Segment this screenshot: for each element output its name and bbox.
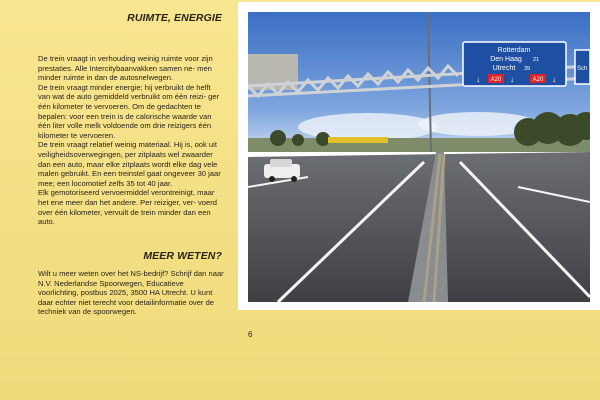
sign-distance-2: 21 [533,57,540,63]
sign-destination-1: Rotterdam [497,47,531,54]
sign-road-shield-left: A20 [490,77,502,83]
photo-frame [238,2,600,310]
section-heading-energy: RUIMTE, ENERGIE [127,12,222,24]
sign-road-shield-right: A20 [532,77,544,83]
more-paragraph: Wilt u meer weten over het NS-bedrijf? Schrijf dan naar N.V. Nederlandse Spoorwegen, Educatieve voorlichting, postbus 2025, 3500 HA Utrecht. U kunt daar echter niet terecht voor detailinformatie over de techniek van de spoorwegen. [38,269,224,317]
sign-arrow-down-icon: ↓ [510,75,514,84]
sign-partial-text: Sch [577,66,588,72]
page-number: 6 [248,330,253,339]
more-text-block [38,269,224,317]
sign-destination-2: Den Haag [490,56,522,63]
sign-destination-3: Utrecht [492,65,516,72]
energy-paragraph-2: De trein vraagt minder energie; hij verbruikt de helft van wat de auto gemiddeld verbruikt om één reizi- ger één kilometer te vervoeren. Om de gedachten te bepalen: voor een trein is de calorische waarde van één liter volle melk voldoende om drie reizigers één kilometer te vervoeren. [38,82,220,140]
energy-paragraph-4: Elk gemotoriseerd vervoermiddel verontreinigt, maar het ene meer dan het andere. Per reiziger, ver- voerd over één kilometer, vervuilt de trein minder dan een auto. [38,188,217,227]
energy-text-block [38,54,224,227]
sign-arrow-down-icon: ↓ [552,75,556,84]
road-sign-main [463,42,566,86]
energy-paragraph-1: De trein vraagt in verhouding weinig ruimte voor zijn prestaties. Alle Intercitybaanvakken samen ne- men minder ruimte in dan de autosnelwegen. [38,54,213,83]
energy-paragraph-3: De trein vraagt relatief weinig materiaal. Hij is, ook uit veiligheidsoverwegingen, per zitplaats wel zwaarder dan een auto, maar elke zitplaats wordt elke dag vele malen gebruikt. En een treinstel gaat ongeveer 30 jaar mee; een locomotief zelfs 35 tot 40 jaar. [38,140,221,188]
section-heading-more: MEER WETEN? [143,250,222,262]
sign-distance-3: 39 [524,66,531,72]
distant-train [328,137,388,143]
highway-railway-photo [248,12,590,302]
road-sign-partial [575,50,590,84]
sign-arrow-down-icon: ↓ [476,75,480,84]
